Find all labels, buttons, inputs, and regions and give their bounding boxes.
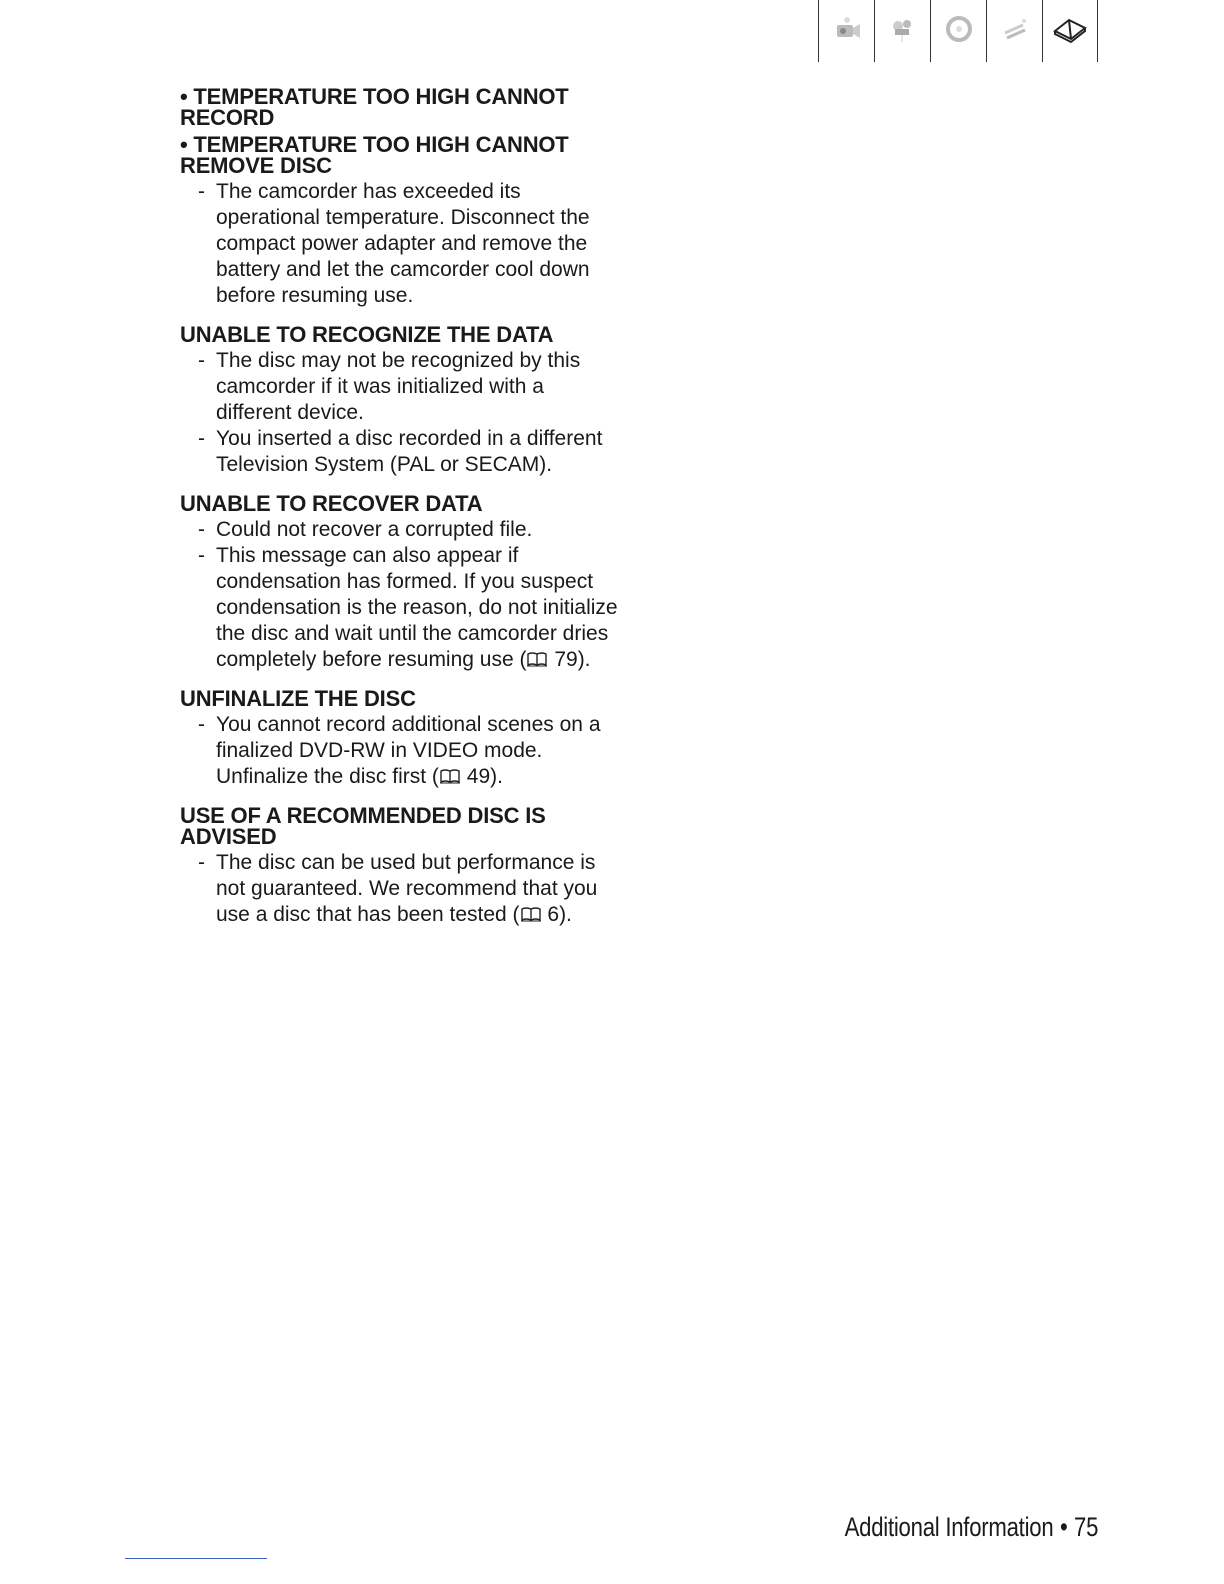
explanation-item — [180, 850, 620, 928]
nav-tab-camcorder — [818, 0, 874, 62]
explanation-item — [180, 426, 620, 478]
explanation-item — [180, 543, 620, 673]
book-reference-icon — [526, 651, 548, 667]
dash-marker: - — [198, 851, 205, 874]
explanation-list — [180, 179, 620, 309]
book-icon — [1052, 11, 1088, 52]
explanation-text: This message can also appear if condensation has formed. If you suspect condensation is the reason, do not initialize the disc and wait until the camcorder dries completely before resuming use ( — [216, 544, 618, 671]
message-heading: USE OF A RECOMMENDED DISC IS ADVISED — [180, 803, 546, 849]
page-reference: 6 — [547, 903, 560, 926]
footer-section-title: Additional Information — [844, 1512, 1054, 1542]
playback-icon — [885, 11, 921, 52]
dash-marker: - — [198, 349, 205, 372]
page-number: 75 — [1073, 1512, 1098, 1542]
message-heading: UNFINALIZE THE DISC — [180, 686, 416, 711]
message-section — [180, 86, 620, 309]
dash-marker: - — [198, 544, 205, 567]
message-heading: • TEMPERATURE TOO HIGH CANNOT RECORD — [180, 84, 569, 130]
page-reference: 79 — [554, 648, 578, 671]
dash-marker: - — [198, 713, 205, 736]
explanation-list — [180, 850, 620, 928]
dash-marker: - — [198, 180, 205, 203]
disc-icon — [941, 11, 977, 52]
nav-tab-connection — [986, 0, 1042, 62]
bottom-rule — [125, 1558, 267, 1559]
explanation-item — [180, 517, 620, 543]
dash-marker: - — [198, 518, 205, 541]
explanation-list — [180, 348, 620, 478]
message-heading: • TEMPERATURE TOO HIGH CANNOT REMOVE DISC — [180, 132, 569, 178]
reference-close: ). — [490, 765, 503, 788]
explanation-text: The camcorder has exceeded its operational temperature. Disconnect the compact power adapter and remove the battery and let the camcorder cool down before resuming use. — [216, 180, 590, 307]
explanation-item — [180, 179, 620, 309]
message-section — [180, 324, 620, 478]
page-footer — [844, 1512, 1098, 1543]
reference-close: ). — [559, 903, 572, 926]
message-section — [180, 493, 620, 673]
explanation-text: The disc may not be recognized by this camcorder if it was initialized with a different device. — [216, 349, 581, 424]
book-reference-icon — [439, 768, 461, 784]
footer-bullet: • — [1059, 1512, 1068, 1542]
nav-tab-playback — [874, 0, 930, 62]
explanation-text: You inserted a disc recorded in a different Television System (PAL or SECAM). — [216, 427, 603, 476]
book-reference-icon — [520, 906, 542, 922]
dash-marker: - — [198, 427, 205, 450]
explanation-list — [180, 517, 620, 673]
explanation-item — [180, 712, 620, 790]
reference-close: ). — [577, 648, 591, 671]
message-heading: UNABLE TO RECOVER DATA — [180, 491, 483, 516]
connection-icon — [997, 11, 1033, 52]
camcorder-icon — [829, 11, 865, 52]
nav-tab-book — [1042, 0, 1098, 62]
message-section — [180, 805, 620, 928]
explanation-list — [180, 712, 620, 790]
explanation-item — [180, 348, 620, 426]
explanation-text: The disc can be used but performance is not guaranteed. We recommend that you use a disc that has been tested ( — [216, 851, 598, 926]
message-section — [180, 688, 620, 790]
chapter-nav-tabs — [818, 0, 1098, 62]
explanation-text: You cannot record additional scenes on a finalized DVD-RW in VIDEO mode. Unfinalize the disc first ( — [216, 713, 601, 788]
message-heading: UNABLE TO RECOGNIZE THE DATA — [180, 322, 554, 347]
explanation-text: Could not recover a corrupted file. — [216, 518, 533, 541]
message-list — [180, 86, 620, 943]
nav-tab-disc — [930, 0, 986, 62]
page-reference: 49 — [466, 765, 491, 788]
